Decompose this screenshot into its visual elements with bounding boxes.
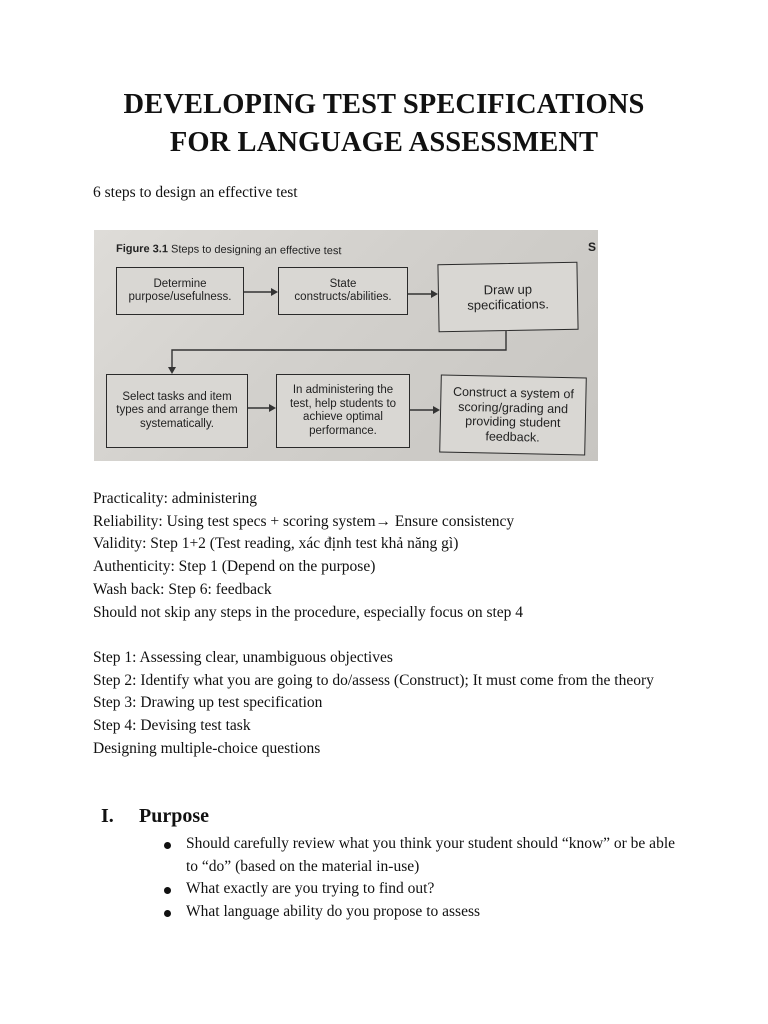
bullet-text: What language ability do you propose to assess xyxy=(186,902,481,920)
step-note-mcq: Designing multiple-choice questions xyxy=(93,739,321,757)
intro-text: 6 steps to design an effective test xyxy=(93,184,298,201)
principle-validity: Validity: Step 1+2 (Test reading, xác định test khả năng gì) xyxy=(93,535,459,553)
principle-authenticity: Authenticity: Step 1 (Depend on the purpose) xyxy=(93,558,376,576)
bullet-text: Should carefully review what you think your student should “know” or be able to “do” (based on the material in-use) xyxy=(186,835,675,875)
title-line-1: DEVELOPING TEST SPECIFICATIONS xyxy=(123,89,645,120)
principle-washback: Wash back: Step 6: feedback xyxy=(93,580,272,598)
flow-box-determine-purpose: Determine purpose/usefulness. xyxy=(116,267,244,315)
figure-photo xyxy=(94,230,598,461)
figure-corner-text: S xyxy=(587,240,596,254)
list-item xyxy=(160,878,680,901)
bullet-dot-icon xyxy=(164,910,171,917)
title-line-2: FOR LANGUAGE ASSESSMENT xyxy=(169,127,599,158)
bullet-text: What exactly are you trying to find out? xyxy=(186,880,435,897)
flow-box-select-tasks: Select tasks and item types and arrange them systematically. xyxy=(106,374,248,448)
flow-box-draw-specifications: Draw up specifications. xyxy=(437,262,578,332)
steps-list xyxy=(93,647,683,761)
list-item xyxy=(160,833,680,878)
step-3: Step 3: Drawing up test specification xyxy=(93,694,323,712)
procedure-note: Should not skip any steps in the procedure, especially focus on step 4 xyxy=(93,603,524,621)
list-item xyxy=(160,901,680,924)
purpose-bullets xyxy=(160,833,680,923)
section-number: I. xyxy=(101,805,114,827)
document-title xyxy=(0,86,768,162)
principle-reliability: Reliability: Using test specs + scoring system→ Ensure consistency xyxy=(93,512,515,530)
figure-caption-text: Steps to designing an effective test xyxy=(170,243,342,258)
bullet-dot-icon xyxy=(164,887,171,894)
step-1: Step 1: Assessing clear, unambiguous objectives xyxy=(93,649,393,666)
flow-box-state-constructs: State constructs/abilities. xyxy=(278,267,408,315)
section-heading xyxy=(101,805,209,828)
section-title: Purpose xyxy=(139,805,209,827)
flow-box-administer-test: In administering the test, help students to achieve optimal performance. xyxy=(276,374,410,448)
figure-caption-label: Figure 3.1 xyxy=(115,242,169,256)
flow-box-scoring-feedback: Construct a system of scoring/grading and providing student feedback. xyxy=(439,374,587,455)
principles-list xyxy=(93,488,523,624)
step-2: Step 2: Identify what you are going to do/assess (Construct); It must come from the theory xyxy=(93,671,654,689)
principle-practicality: Practicality: administering xyxy=(93,490,257,507)
step-4: Step 4: Devising test task xyxy=(93,717,251,735)
bullet-dot-icon xyxy=(164,842,171,849)
